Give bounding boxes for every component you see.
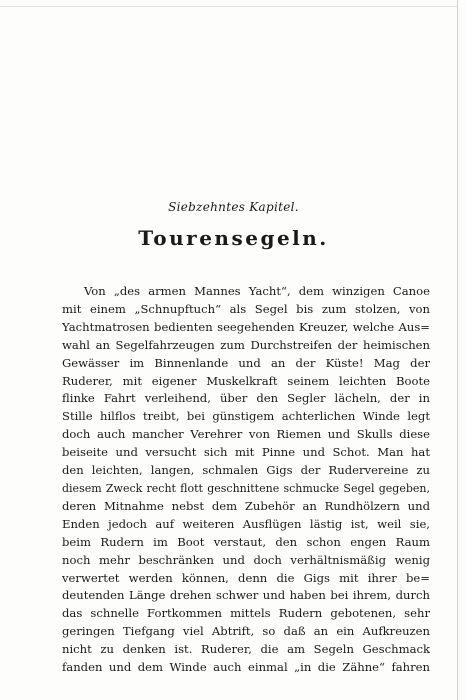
text-line: wahl an Segelfahrzeugen zum Durchstreifen der heimischen: [62, 337, 430, 352]
text-line: den leichten, langen, schmalen Gigs der Rudervereine zu: [62, 463, 430, 478]
text-line: deutenden Länge drehen schwer und haben bei ihrem, durch: [62, 588, 430, 603]
body-paragraph: [62, 283, 430, 677]
text-line: beiseite und versucht sich mit Pinne und Schot. Man hat: [62, 445, 430, 460]
text-line: mit einem „Schnupftuch“ als Segel bis zum stolzen, von: [62, 301, 430, 316]
text-line: Von „des armen Mannes Yacht“, dem winzigen Canoe: [84, 284, 430, 298]
text-line: Yachtmatrosen bedienten seegehenden Kreuzer, welche Aus=: [62, 319, 430, 334]
text-line: Enden jedoch auf weiteren Ausflügen lästig ist, weil sie,: [62, 516, 430, 531]
text-line: doch auch mancher Verehrer von Riemen und Skulls diese: [62, 427, 430, 442]
text-line: verwertet werden können, denn die Gigs mit ihrer be=: [62, 570, 430, 585]
text-line: deren Mitnahme nebst dem Zubehör an Rundhölzern und: [62, 498, 430, 513]
chapter-title: Tourensegeln.: [138, 226, 329, 250]
text-line: Stille hilflos treibt, bei günstigem achterlichen Winde legt: [62, 409, 430, 424]
text-line: fanden und dem Winde auch einmal „in die Zähne“ fahren: [62, 660, 430, 675]
page-edge-top: [0, 6, 458, 7]
text-line: noch mehr beschränken und doch verhältnismäßig wenig: [62, 552, 430, 567]
text-line: flinke Fahrt verleihend, über den Segler lächeln, der in: [62, 391, 430, 406]
text-line: geringen Tiefgang viel Abtrift, so daß an ein Aufkreuzen: [62, 624, 430, 639]
text-line: das schnelle Fortkommen mittels Rudern gebotenen, sehr: [62, 606, 430, 621]
text-line: beim Rudern im Boot verstaut, den schon engen Raum: [62, 534, 430, 549]
text-line: Gewässer im Binnenlande und an der Küste! Mag der: [62, 355, 430, 370]
text-line: nicht zu denken ist. Ruderer, die am Segeln Geschmack: [62, 642, 430, 657]
page-edge-right: [457, 0, 458, 700]
chapter-label: Siebzehntes Kapitel.: [168, 200, 299, 214]
text-line: Ruderer, mit eigener Muskelkraft seinem leichten Boote: [62, 373, 430, 388]
text-line: diesem Zweck recht flott geschnittene schmucke Segel gegeben,: [62, 481, 430, 495]
